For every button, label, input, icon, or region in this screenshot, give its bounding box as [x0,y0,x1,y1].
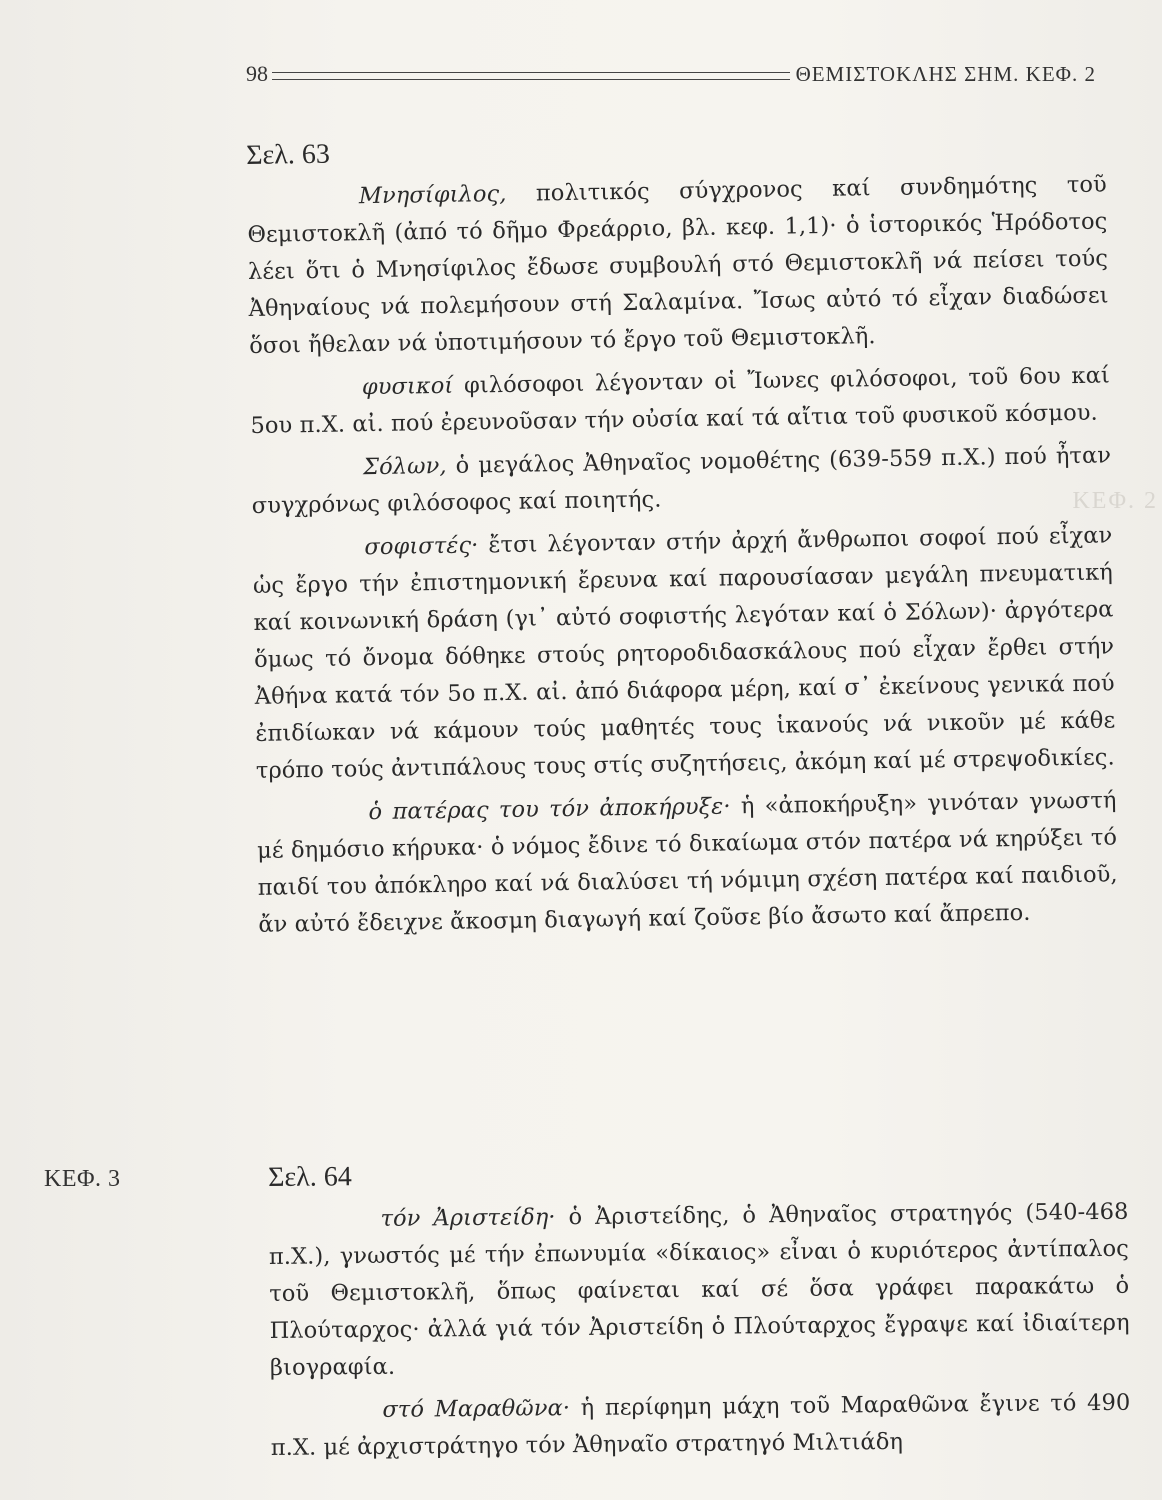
entry-marathon [270,1385,1131,1467]
entry-mnesiphilos [247,166,1110,364]
entry-text: ἔτσι λέγονταν στήν ἀρχή ἄνθρωποι σοφοί πού εἶχαν ὡς ἔργο τήν ἐπιστημονική ἔρευνα καί παρουσίασαν μεγάλη πνευματική καί κοινωνική δράση (γι᾽ αὐτό σοφιστής λεγόταν καί ὁ Σόλων)· ἀργότερα ὅμως τό ὄνομα δόθηκε στούς ρητοροδιδασκάλους πού εἶχαν ἔρθει στήν Ἀθήνα κατά τόν 5ο π.Χ. αἰ. ἀπό διάφορα μέρη, καί σ᾽ ἐκείνους γενικά πού ἐπιδίωκαν νά κάμουν τούς μαθητές τους ἱκανούς νά νικοῦν μέ κάθε τρόπο τούς ἀντιπάλους τους στίς συζητήσεις, ἀκόμη καί μέ στρεψοδικίες. [252,522,1116,784]
entry-lemma: Μνησίφιλος, [358,180,507,210]
page-number: 98 [246,61,268,86]
entry-solon [251,437,1112,524]
running-title: ΘΕΜΙΣΤΟΚΛΗΣ ΣΗΜ. ΚΕΦ. 2 [795,61,1096,86]
entry-lemma: τόν Ἀριστείδη· [380,1204,556,1232]
entry-text: φιλόσοφοι λέγονταν οἱ Ἴωνες φιλόσοφοι, τοῦ 6ου καί 5ου π.Χ. αἰ. πού ἐρευνοῦσαν τήν οὐσία καί τά αἴτια τοῦ φυσικοῦ κόσμου. [250,362,1111,439]
entry-text: πολιτικός σύγχρονος καί συνδημότης τοῦ Θεμιστοκλῆ (ἀπό τό δῆμο Φρεάρριο, βλ. κεφ. 1,1)· ὁ ἱστορικός Ἡρόδοτος λέει ὅτι ὁ Μνησίφιλος ἔδωσε συμβουλή στό Θεμιστοκλῆ νά πείσει τούς Ἀθηναίους νά πολεμήσουν στή Σαλαμίνα. Ἴσως αὐτό τό εἶχαν διαδώσει ὅσοι ἤθελαν νά ὑποτιμήσουν τό ἔργο τοῦ Θεμιστοκλῆ. [247,171,1109,359]
entry-physikoi [250,357,1111,444]
entry-lemma: ὁ πατέρας του τόν ἀποκήρυξε· [368,793,731,826]
entry-apokeryxe [256,782,1118,943]
show-through-mark: ΚΕΦ. 2 [1072,488,1158,514]
running-header [246,54,1096,94]
margin-chapter-label: ΚΕΦ. 3 [44,1166,121,1192]
entry-lemma: φυσικοί [361,372,454,401]
entry-lemma: στό Μαραθῶνα· [382,1395,571,1423]
entry-text: ἡ περίφημη μάχη τοῦ Μαραθῶνα ἔγινε τό 490 π.Χ. μέ ἀρχιστράτηγο τόν Ἀθηναῖο στρατηγό Μιλτιάδη [270,1389,1131,1461]
entry-text: ὁ Ἀριστείδης, ὁ Ἀθηναῖος στρατηγός (540-468 π.Χ.), γνωστός μέ τήν ἐπωνυμία «δίκαιος» εἶναι ὁ κυριότερος ἀντίπαλος τοῦ Θεμιστοκλῆ, ὅπως φαίνεται καί σέ ὅσα γράφει παρακάτω ὁ Πλούταρχος· ἀλλά γιά τόν Ἀριστείδη ὁ Πλούταρχος ἔγραψε καί ἰδιαίτερη βιογραφία. [268,1198,1130,1381]
section-heading: Σελ. 64 [268,1161,352,1193]
entry-sophistes [252,517,1116,789]
header-double-rule [272,72,790,80]
section-page-63 [246,126,1119,949]
entry-aristeides [268,1194,1130,1387]
entry-lemma: Σόλων, [362,452,447,481]
entry-lemma: σοφιστές· [364,532,479,561]
entry-text: ἡ «ἀποκήρυξη» γινόταν γνωστή μέ δημόσιο κήρυκα· ὁ νόμος ἔδινε τό δικαίωμα στόν πατέρα νά κηρύξει τό παιδί του ἀπόκληρο καί νά διαλύσει τή νόμιμη σχέση πατέρα καί παιδιοῦ, ἄν αὐτό ἔδειχνε ἄκοσμη διαγωγή καί ζοῦσε βίο ἄσωτο καί ἄπρεπο. [256,787,1118,938]
section-heading: Σελ. 63 [246,138,331,171]
section-page-64 [268,1154,1131,1473]
entry-text: ὁ μεγάλος Ἀθηναῖος νομοθέτης (639-559 π.Χ.) πού ἦταν συγχρόνως φιλόσοφος καί ποιητής. [251,442,1112,519]
